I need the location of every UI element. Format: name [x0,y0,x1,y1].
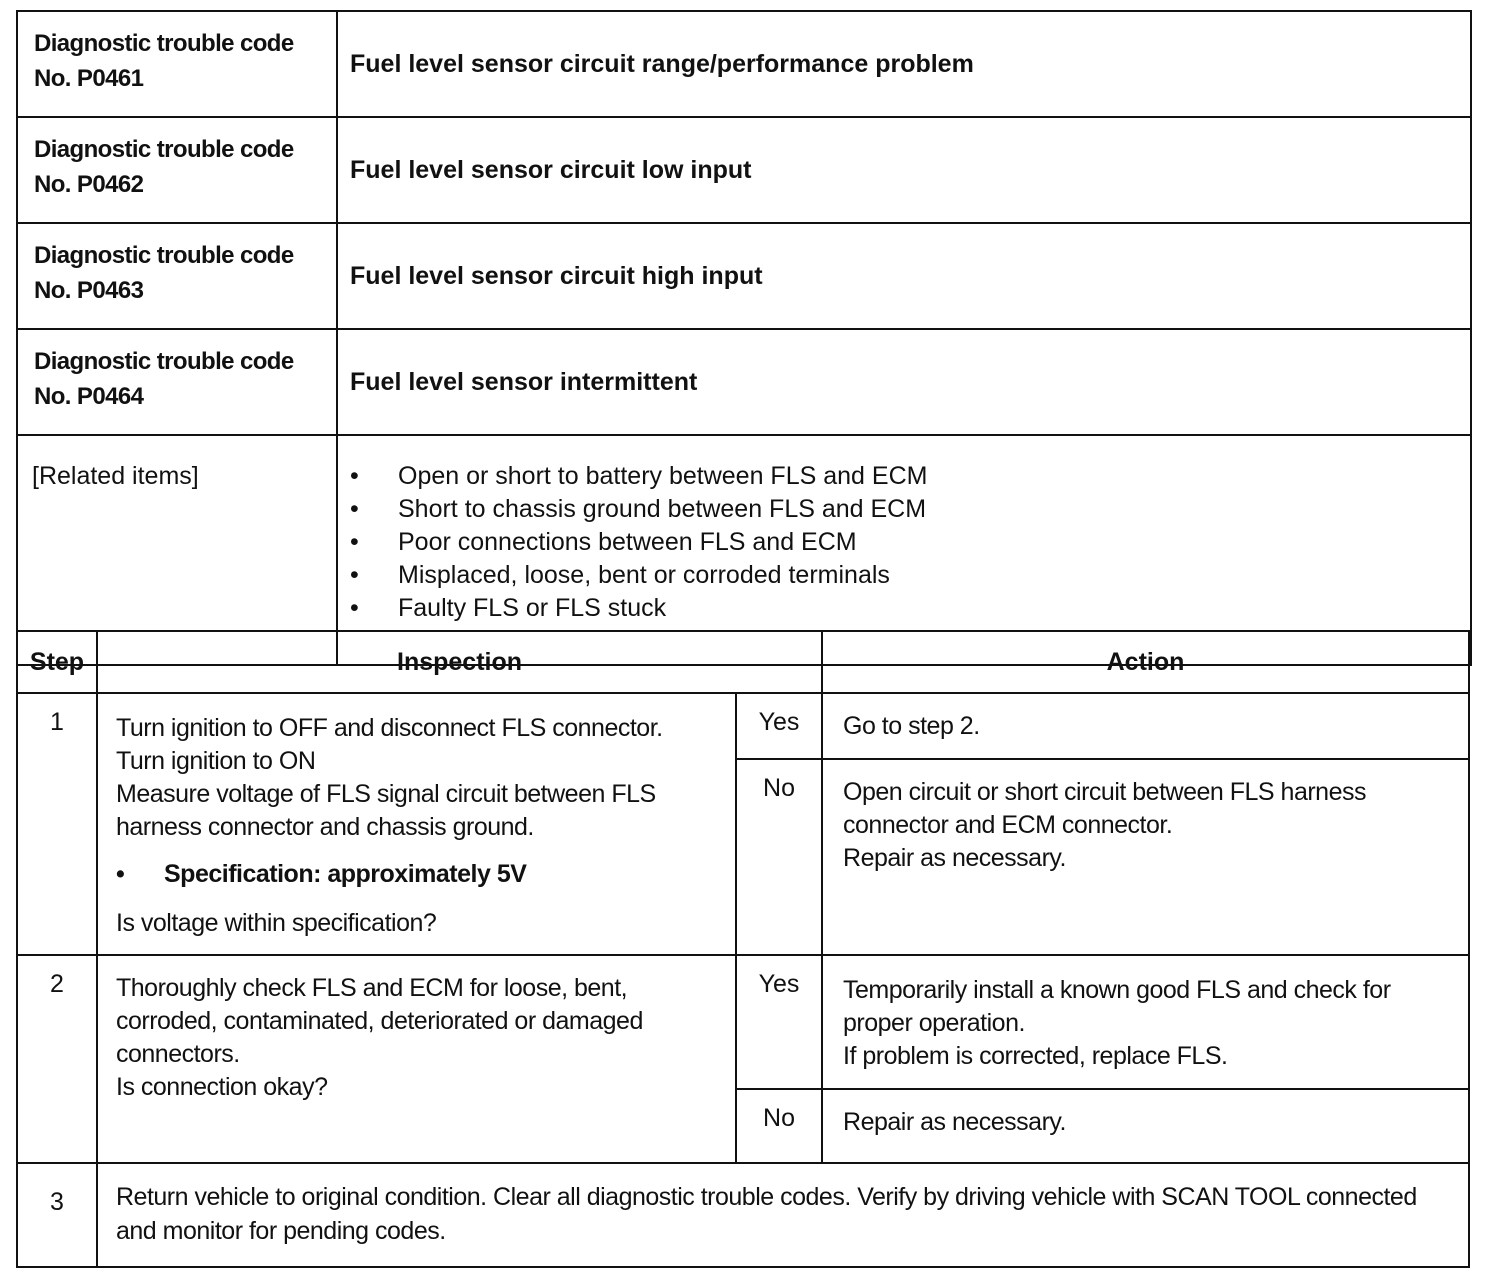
bullet-icon: • [116,860,125,888]
related-item-text: Misplaced, loose, bent or corroded terminals [398,561,890,589]
inspection-line: Turn ignition to OFF and disconnect FLS connector. [116,714,663,742]
action-line: If problem is corrected, replace FLS. [843,1042,1228,1070]
action-line: Repair as necessary. [843,844,1066,872]
bullet-icon: • [350,528,359,556]
inspection-line: Thoroughly check FLS and ECM for loose, bent, corroded, contaminated, deteriorated or damaged connectors. [116,974,643,1068]
dtc-description: Fuel level sensor intermittent [337,329,1471,435]
dtc-row [17,117,1471,223]
inspection-line: Turn ignition to ON [116,747,316,775]
no-label: No [736,1089,822,1163]
specification-text: Specification: approximately 5V [164,860,527,888]
dtc-description: Fuel level sensor circuit high input [337,223,1471,329]
dtc-code-label: Diagnostic trouble code [34,136,294,163]
action-line: Open circuit or short circuit between FLS harness connector and ECM connector. [843,778,1366,839]
no-label: No [736,759,822,955]
no-action: Repair as necessary. [822,1089,1469,1163]
dtc-code-number: No. P0461 [34,65,144,92]
dtc-row [17,329,1471,435]
list-item [350,559,1458,592]
dtc-code-cell [17,11,337,117]
yes-action [822,955,1469,1089]
step-1-inspection [97,693,736,955]
dtc-code-cell [17,117,337,223]
dtc-description: Fuel level sensor circuit low input [337,117,1471,223]
bullet-icon: • [350,594,359,622]
yes-label: Yes [736,693,822,759]
related-item-text: Faulty FLS or FLS stuck [398,594,667,622]
step-3-text: Return vehicle to original condition. Clear all diagnostic trouble codes. Verify by driving vehicle with SCAN TOOL connected and monitor for pending codes. [97,1163,1469,1267]
step-2-yes-row [17,955,1469,1089]
action-line: Temporarily install a known good FLS and check for proper operation. [843,976,1391,1037]
list-item [350,493,1458,526]
action-header: Action [822,631,1469,693]
yes-label: Yes [736,955,822,1089]
bullet-icon: • [350,561,359,589]
step-1-yes-row [17,693,1469,759]
step-number: 3 [17,1163,97,1267]
inspection-question: Is connection okay? [116,1073,328,1101]
dtc-description: Fuel level sensor circuit range/performance problem [337,11,1471,117]
list-item [350,592,1458,625]
yes-action: Go to step 2. [822,693,1469,759]
inspection-line: Measure voltage of FLS signal circuit between FLS harness connector and chassis ground. [116,780,656,841]
dtc-code-cell [17,329,337,435]
step-number: 1 [17,693,97,955]
bullet-icon: • [350,495,359,523]
related-items-label: [Related items] [17,435,337,665]
dtc-code-number: No. P0464 [34,383,144,410]
list-item [350,526,1458,559]
related-item-text: Open or short to battery between FLS and ECM [398,462,928,490]
dtc-code-label: Diagnostic trouble code [34,242,294,269]
related-item-text: Short to chassis ground between FLS and ECM [398,495,927,523]
step-3-row [17,1163,1469,1267]
dtc-code-number: No. P0463 [34,277,144,304]
dtc-code-label: Diagnostic trouble code [34,30,294,57]
dtc-row [17,11,1471,117]
related-item-text: Poor connections between FLS and ECM [398,528,857,556]
dtc-code-label: Diagnostic trouble code [34,348,294,375]
dtc-row [17,223,1471,329]
step-number: 2 [17,955,97,1163]
bullet-icon: • [350,462,359,490]
steps-header-row [17,631,1469,693]
inspection-header: Inspection [97,631,822,693]
dtc-code-number: No. P0462 [34,171,144,198]
dtc-code-cell [17,223,337,329]
steps-table [16,630,1470,1268]
step-header: Step [17,631,97,693]
specification [116,858,723,891]
list-item [350,460,1458,493]
step-2-inspection [97,955,736,1163]
inspection-question: Is voltage within specification? [116,909,437,937]
no-action [822,759,1469,955]
dtc-table [16,10,1472,666]
